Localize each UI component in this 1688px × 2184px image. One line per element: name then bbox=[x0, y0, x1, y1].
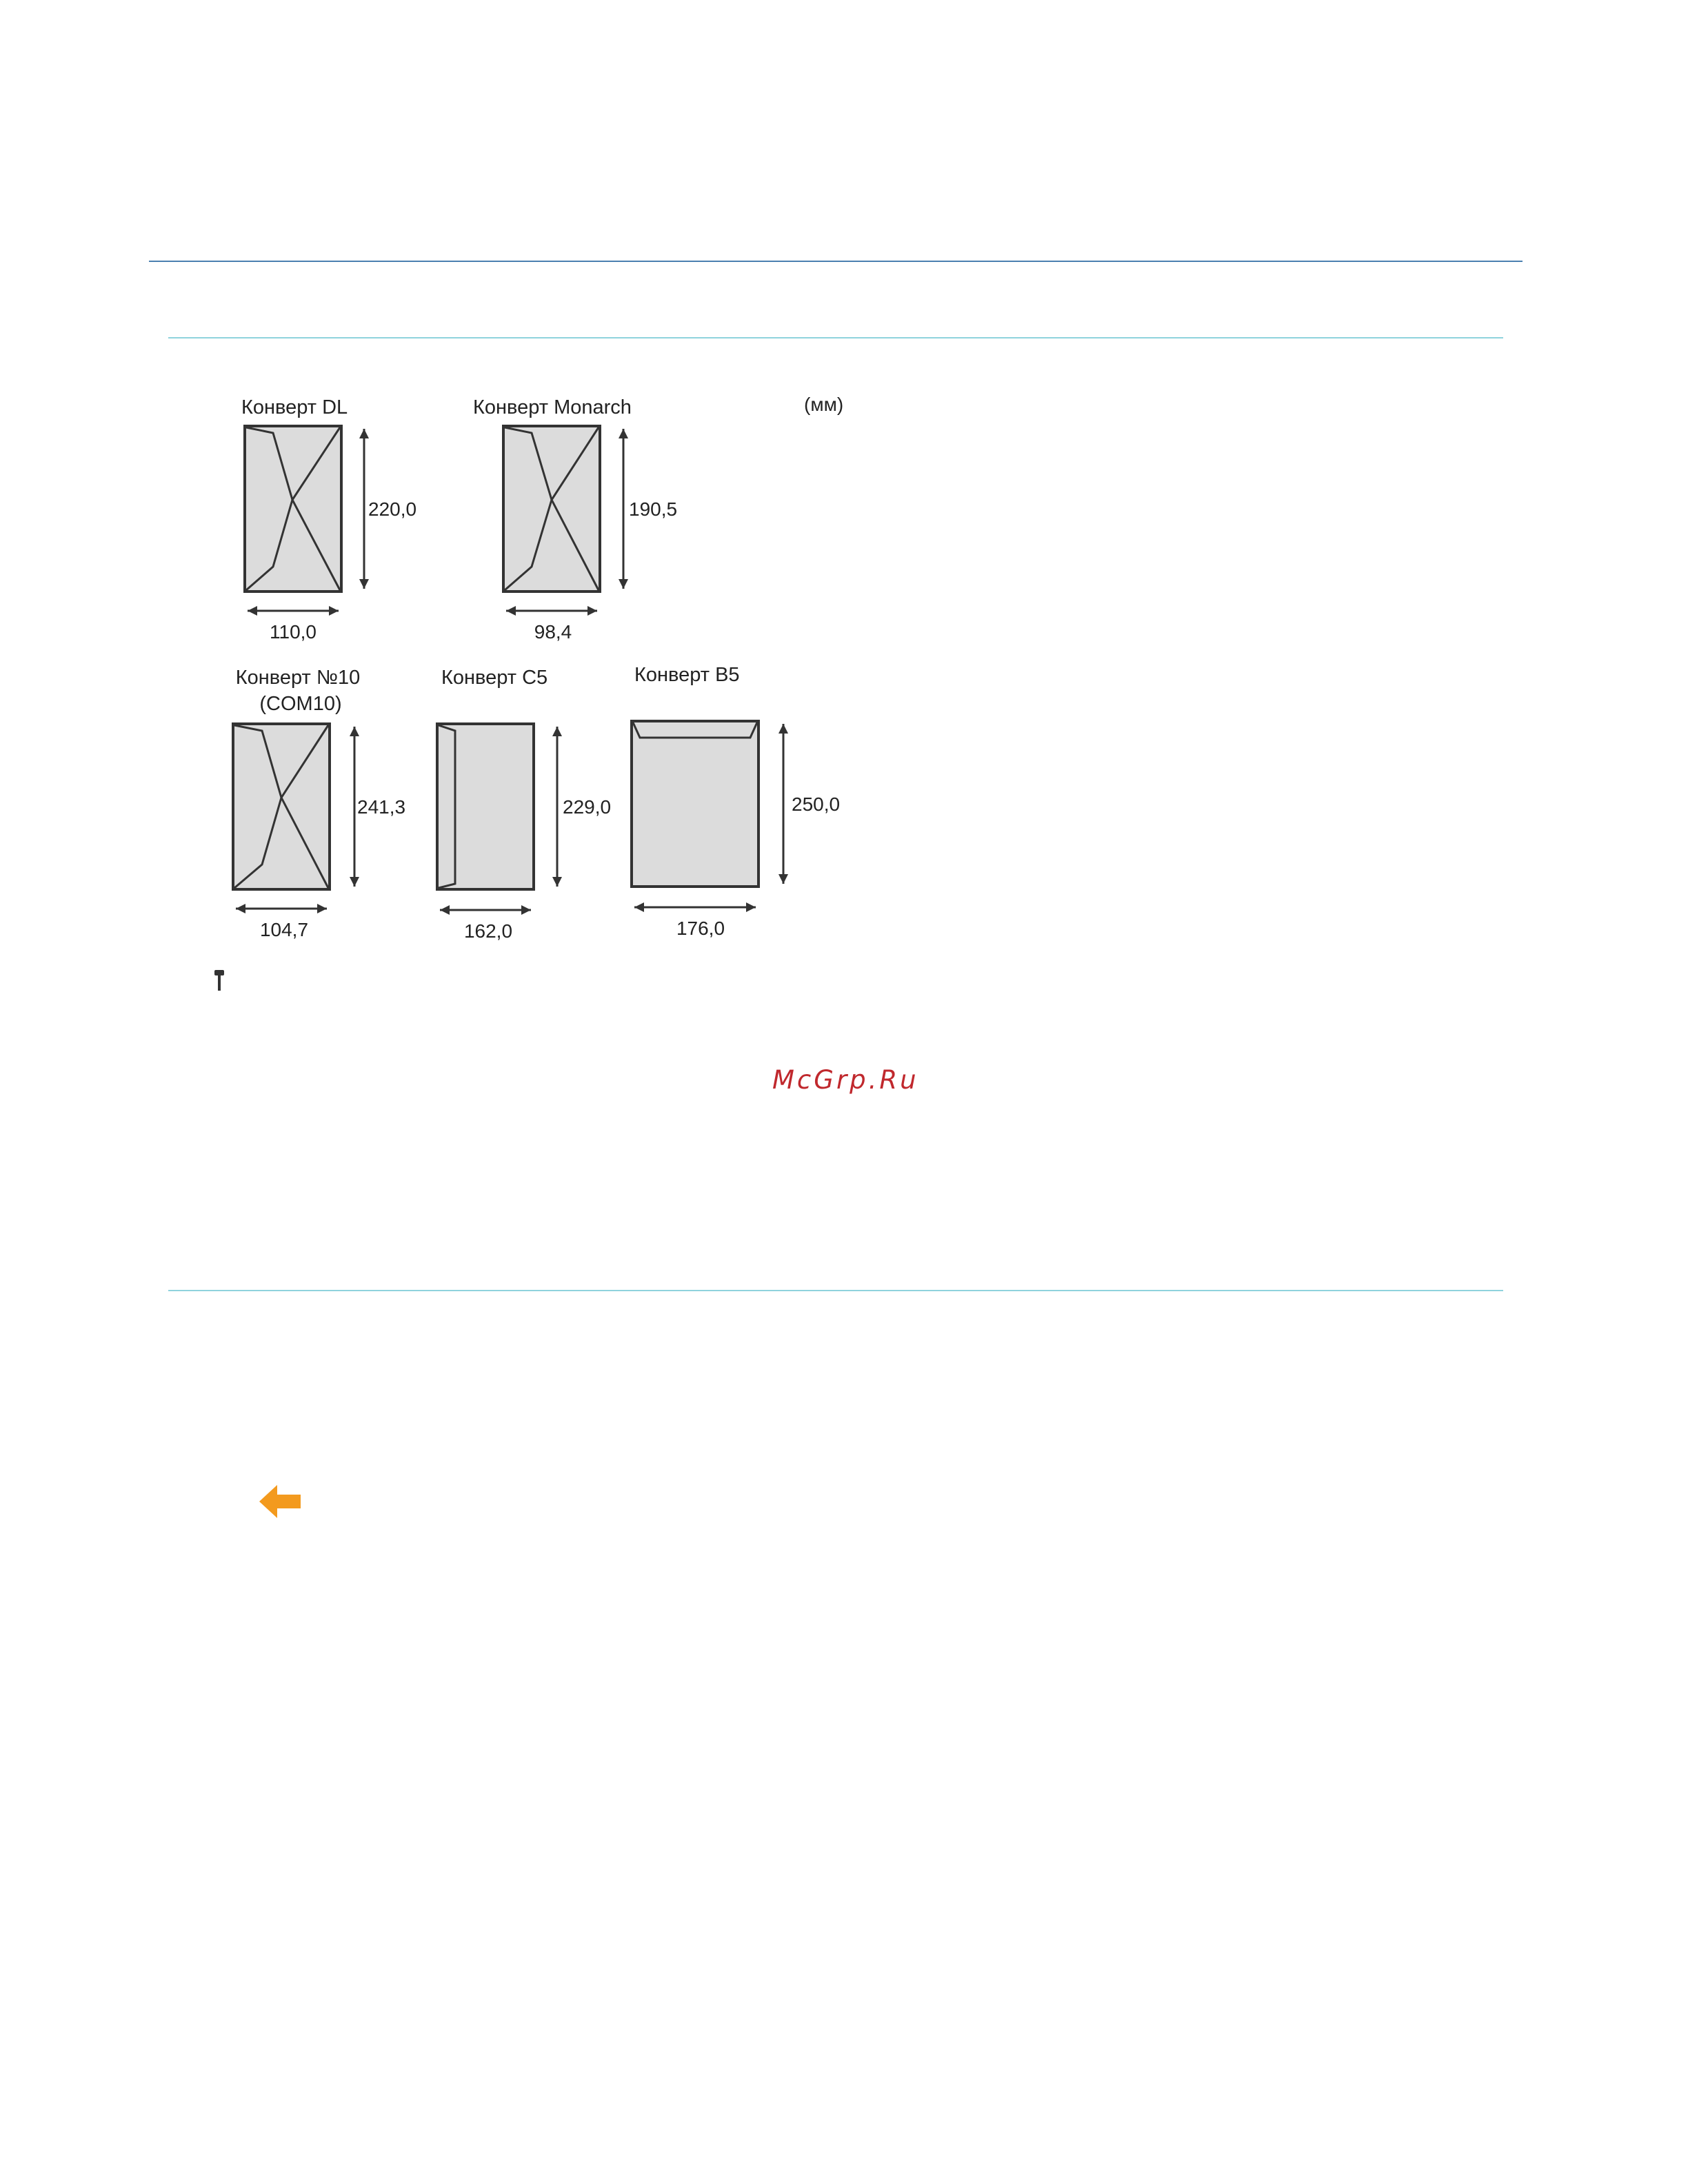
envelope-b5-width: 176,0 bbox=[676, 918, 725, 939]
envelope-monarch bbox=[473, 396, 677, 643]
back-arrow-icon[interactable] bbox=[257, 1482, 303, 1521]
envelope-com10-title-line1: Конверт №10 bbox=[235, 667, 361, 689]
envelope-com10-height: 241,3 bbox=[357, 796, 406, 818]
envelope-b5-height: 250,0 bbox=[792, 793, 841, 815]
unit-label: (мм) bbox=[804, 394, 844, 415]
envelope-c5 bbox=[437, 667, 611, 942]
envelope-com10 bbox=[233, 667, 405, 940]
envelope-dimensions-figure bbox=[207, 379, 869, 972]
pin-icon bbox=[212, 969, 226, 992]
envelope-dl-title: Конверт DL bbox=[241, 396, 348, 418]
section-divider-upper bbox=[168, 337, 1503, 338]
envelope-dl-width: 110,0 bbox=[270, 621, 316, 643]
envelope-com10-width: 104,7 bbox=[259, 919, 309, 940]
top-divider bbox=[149, 261, 1523, 262]
envelope-dl-height: 220,0 bbox=[368, 498, 417, 520]
watermark: McGrp.Ru bbox=[772, 1065, 919, 1095]
section-divider-lower bbox=[168, 1290, 1503, 1291]
envelope-c5-height: 229,0 bbox=[563, 796, 612, 818]
envelope-com10-title-line2: (COM10) bbox=[259, 693, 342, 715]
envelope-b5-body bbox=[632, 721, 758, 887]
envelope-c5-title: Конверт C5 bbox=[441, 667, 548, 689]
envelope-b5-title: Конверт B5 bbox=[634, 664, 740, 686]
envelope-monarch-title: Конверт Monarch bbox=[473, 396, 632, 418]
envelope-b5 bbox=[632, 664, 840, 939]
envelope-c5-width: 162,0 bbox=[463, 920, 513, 942]
envelope-monarch-height: 190,5 bbox=[629, 498, 678, 520]
envelope-dl bbox=[241, 396, 416, 643]
envelope-monarch-width: 98,4 bbox=[534, 621, 572, 643]
envelope-c5-body bbox=[437, 724, 534, 889]
